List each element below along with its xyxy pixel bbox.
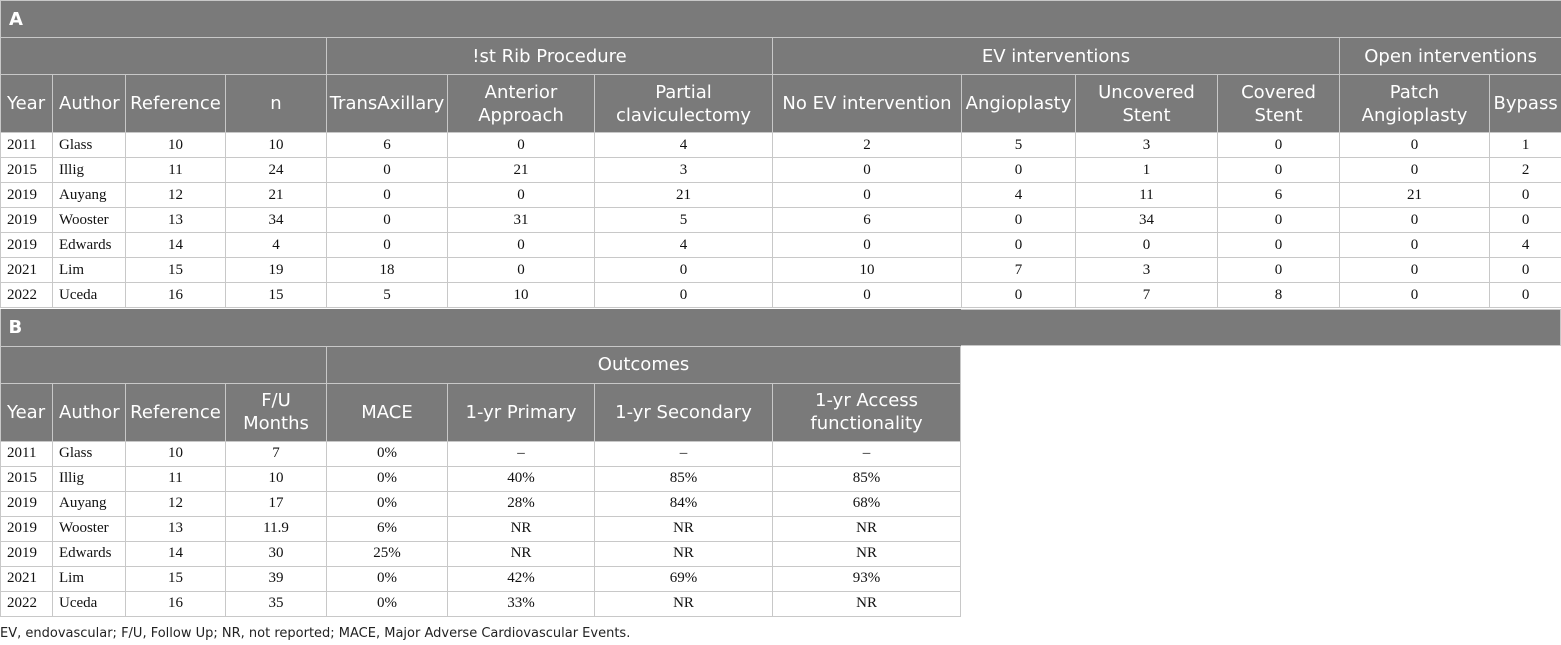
column-header: Author xyxy=(53,75,126,133)
table-cell: 2022 xyxy=(1,283,53,308)
table-cell: Edwards xyxy=(53,541,126,566)
column-header: MACE xyxy=(327,383,448,441)
table-cell: 0 xyxy=(1490,258,1561,283)
table-row xyxy=(1,183,1561,208)
table-cell: 0 xyxy=(1218,208,1340,233)
table-cell: 24 xyxy=(226,158,327,183)
table-row xyxy=(1,466,961,491)
table-cell: 40% xyxy=(448,466,595,491)
table-cell: 4 xyxy=(226,233,327,258)
table-cell: 0 xyxy=(448,133,595,158)
table-cell: 11.9 xyxy=(226,516,327,541)
table-cell: 1 xyxy=(1490,133,1561,158)
empty-group-header xyxy=(1,38,327,75)
table-cell: 5 xyxy=(595,208,773,233)
table-b xyxy=(0,309,961,617)
table-cell: 3 xyxy=(595,158,773,183)
table-cell: 0 xyxy=(595,283,773,308)
table-cell: 0 xyxy=(327,158,448,183)
table-cell: 2019 xyxy=(1,183,53,208)
column-header-row xyxy=(1,75,1561,133)
table-cell: 11 xyxy=(1076,183,1218,208)
table-cell: 21 xyxy=(226,183,327,208)
table-cell: 2022 xyxy=(1,591,53,616)
column-header: Patch Angioplasty xyxy=(1340,75,1490,133)
table-cell: 0% xyxy=(327,441,448,466)
column-header: Uncovered Stent xyxy=(1076,75,1218,133)
table-cell: 4 xyxy=(595,233,773,258)
table-cell: 0% xyxy=(327,566,448,591)
column-header: Bypass xyxy=(1490,75,1561,133)
column-header: Year xyxy=(1,75,53,133)
table-cell: 7 xyxy=(226,441,327,466)
group-header-outcomes: Outcomes xyxy=(327,346,961,383)
table-cell: 0% xyxy=(327,591,448,616)
table-cell: 8 xyxy=(1218,283,1340,308)
column-header: Year xyxy=(1,383,53,441)
table-cell: Illig xyxy=(53,158,126,183)
table-cell: 10 xyxy=(226,133,327,158)
table-cell: Glass xyxy=(53,441,126,466)
table-cell: 3 xyxy=(1076,133,1218,158)
table-cell: Lim xyxy=(53,258,126,283)
table-cell: 0 xyxy=(448,183,595,208)
table-cell: 21 xyxy=(448,158,595,183)
table-cell: Auyang xyxy=(53,183,126,208)
table-row xyxy=(1,208,1561,233)
table-cell: 7 xyxy=(1076,283,1218,308)
table-cell: 14 xyxy=(126,541,226,566)
column-header: Reference xyxy=(126,383,226,441)
table-cell: Illig xyxy=(53,466,126,491)
table-cell: 21 xyxy=(1340,183,1490,208)
table-cell: 0 xyxy=(1218,258,1340,283)
table-cell: 0 xyxy=(1340,208,1490,233)
table-cell: 2015 xyxy=(1,158,53,183)
table-cell: Edwards xyxy=(53,233,126,258)
group-header-open: Open interventions xyxy=(1340,38,1561,75)
group-header-rib: !st Rib Procedure xyxy=(327,38,773,75)
table-cell: 3 xyxy=(1076,258,1218,283)
table-cell: 12 xyxy=(126,491,226,516)
table-cell: 0 xyxy=(1218,133,1340,158)
table-cell: 0% xyxy=(327,466,448,491)
table-cell: 6 xyxy=(773,208,962,233)
table-cell: 12 xyxy=(126,183,226,208)
column-header: n xyxy=(226,75,327,133)
table-cell: NR xyxy=(773,516,961,541)
table-row xyxy=(1,158,1561,183)
table-cell: 0 xyxy=(1490,208,1561,233)
table-row xyxy=(1,566,961,591)
table-cell: 10 xyxy=(773,258,962,283)
table-cell: 2019 xyxy=(1,233,53,258)
table-cell: 10 xyxy=(448,283,595,308)
table-cell: 0 xyxy=(1490,183,1561,208)
table-a xyxy=(0,0,1561,308)
table-cell: 2021 xyxy=(1,566,53,591)
table-cell: 0 xyxy=(962,283,1076,308)
table-cell: 0 xyxy=(448,233,595,258)
table-cell: 0 xyxy=(962,158,1076,183)
table-cell: 0 xyxy=(1340,283,1490,308)
table-cell: 5 xyxy=(327,283,448,308)
group-header-ev: EV interventions xyxy=(773,38,1340,75)
table-cell: 10 xyxy=(126,441,226,466)
table-cell: – xyxy=(773,441,961,466)
table-cell: 85% xyxy=(595,466,773,491)
table-cell: 93% xyxy=(773,566,961,591)
table-cell: 4 xyxy=(595,133,773,158)
table-cell: 30 xyxy=(226,541,327,566)
table-cell: 2019 xyxy=(1,541,53,566)
table-cell: Lim xyxy=(53,566,126,591)
footnote: EV, endovascular; F/U, Follow Up; NR, not reported; MACE, Major Adverse Cardiovascular Events. xyxy=(0,626,631,641)
table-cell: 2019 xyxy=(1,208,53,233)
table-cell: 19 xyxy=(226,258,327,283)
table-cell: 0 xyxy=(1218,233,1340,258)
table-cell: 0 xyxy=(327,208,448,233)
table-cell: 0 xyxy=(773,283,962,308)
table-cell: 0 xyxy=(595,258,773,283)
table-cell: 34 xyxy=(1076,208,1218,233)
column-header: Anterior Approach xyxy=(448,75,595,133)
table-cell: 0 xyxy=(1340,258,1490,283)
table-cell: 68% xyxy=(773,491,961,516)
section-b-label: B xyxy=(1,309,961,346)
table-cell: 2015 xyxy=(1,466,53,491)
table-cell: 42% xyxy=(448,566,595,591)
table-cell: 13 xyxy=(126,516,226,541)
column-header: F/U Months xyxy=(226,383,327,441)
column-header: Angioplasty xyxy=(962,75,1076,133)
table-cell: 18 xyxy=(327,258,448,283)
table-cell: 39 xyxy=(226,566,327,591)
table-cell: NR xyxy=(773,591,961,616)
table-cell: 10 xyxy=(226,466,327,491)
table-cell: 6 xyxy=(1218,183,1340,208)
table-cell: 0 xyxy=(1340,158,1490,183)
table-cell: Auyang xyxy=(53,491,126,516)
table-cell: 7 xyxy=(962,258,1076,283)
column-header: TransAxillary xyxy=(327,75,448,133)
table-cell: – xyxy=(595,441,773,466)
section-a-label: A xyxy=(1,1,1561,38)
table-cell: 0 xyxy=(448,258,595,283)
table-cell: 2019 xyxy=(1,516,53,541)
table-cell: 15 xyxy=(126,258,226,283)
table-cell: 31 xyxy=(448,208,595,233)
table-cell: 15 xyxy=(226,283,327,308)
table-row xyxy=(1,258,1561,283)
table-row xyxy=(1,491,961,516)
table-cell: NR xyxy=(773,541,961,566)
table-cell: NR xyxy=(595,516,773,541)
table-cell: 5 xyxy=(962,133,1076,158)
table-cell: 15 xyxy=(126,566,226,591)
table-cell: 34 xyxy=(226,208,327,233)
table-cell: 6% xyxy=(327,516,448,541)
table-cell: 2019 xyxy=(1,491,53,516)
table-cell: NR xyxy=(595,591,773,616)
table-cell: 2021 xyxy=(1,258,53,283)
table-cell: 17 xyxy=(226,491,327,516)
table-cell: 0 xyxy=(327,183,448,208)
table-cell: NR xyxy=(448,516,595,541)
table-cell: 0 xyxy=(962,208,1076,233)
table-cell: 0 xyxy=(1340,133,1490,158)
table-cell: 0 xyxy=(773,233,962,258)
table-cell: 4 xyxy=(962,183,1076,208)
table-cell: 35 xyxy=(226,591,327,616)
table-cell: 21 xyxy=(595,183,773,208)
table-cell: 0 xyxy=(773,158,962,183)
column-header: Covered Stent xyxy=(1218,75,1340,133)
table-cell: 33% xyxy=(448,591,595,616)
table-cell: Wooster xyxy=(53,208,126,233)
table-cell: 2 xyxy=(1490,158,1561,183)
table-cell: 2011 xyxy=(1,441,53,466)
table-cell: 2 xyxy=(773,133,962,158)
table-row xyxy=(1,541,961,566)
table-cell: 0% xyxy=(327,491,448,516)
table-row xyxy=(1,591,961,616)
table-cell: 14 xyxy=(126,233,226,258)
table-cell: 16 xyxy=(126,283,226,308)
table-cell: Uceda xyxy=(53,283,126,308)
table-cell: 0 xyxy=(1076,233,1218,258)
table-cell: NR xyxy=(595,541,773,566)
table-cell: 4 xyxy=(1490,233,1561,258)
column-header: No EV intervention xyxy=(773,75,962,133)
table-cell: NR xyxy=(448,541,595,566)
table-cell: 16 xyxy=(126,591,226,616)
table-cell: Glass xyxy=(53,133,126,158)
table-cell: 2011 xyxy=(1,133,53,158)
table-cell: 0 xyxy=(773,183,962,208)
table-cell: 25% xyxy=(327,541,448,566)
table-cell: 28% xyxy=(448,491,595,516)
table-cell: 0 xyxy=(962,233,1076,258)
table-cell: Uceda xyxy=(53,591,126,616)
column-header: Author xyxy=(53,383,126,441)
column-header: 1-yr Access functionality xyxy=(773,383,961,441)
table-row xyxy=(1,516,961,541)
table-cell: 0 xyxy=(1218,158,1340,183)
table-row xyxy=(1,133,1561,158)
column-header: 1-yr Secondary xyxy=(595,383,773,441)
table-cell: 10 xyxy=(126,133,226,158)
table-cell: 69% xyxy=(595,566,773,591)
column-header: Reference xyxy=(126,75,226,133)
table-cell: 11 xyxy=(126,466,226,491)
table-cell: 1 xyxy=(1076,158,1218,183)
column-header: 1-yr Primary xyxy=(448,383,595,441)
table-row xyxy=(1,283,1561,308)
table-cell: 0 xyxy=(1490,283,1561,308)
column-header-row xyxy=(1,383,961,441)
table-cell: 84% xyxy=(595,491,773,516)
table-cell: – xyxy=(448,441,595,466)
table-cell: 11 xyxy=(126,158,226,183)
table-cell: 0 xyxy=(1340,233,1490,258)
table-cell: 85% xyxy=(773,466,961,491)
table-row xyxy=(1,441,961,466)
table-cell: 6 xyxy=(327,133,448,158)
empty-group-header xyxy=(1,346,327,383)
column-header: Partial claviculectomy xyxy=(595,75,773,133)
table-cell: 0 xyxy=(327,233,448,258)
table-cell: Wooster xyxy=(53,516,126,541)
table-row xyxy=(1,233,1561,258)
table-cell: 13 xyxy=(126,208,226,233)
